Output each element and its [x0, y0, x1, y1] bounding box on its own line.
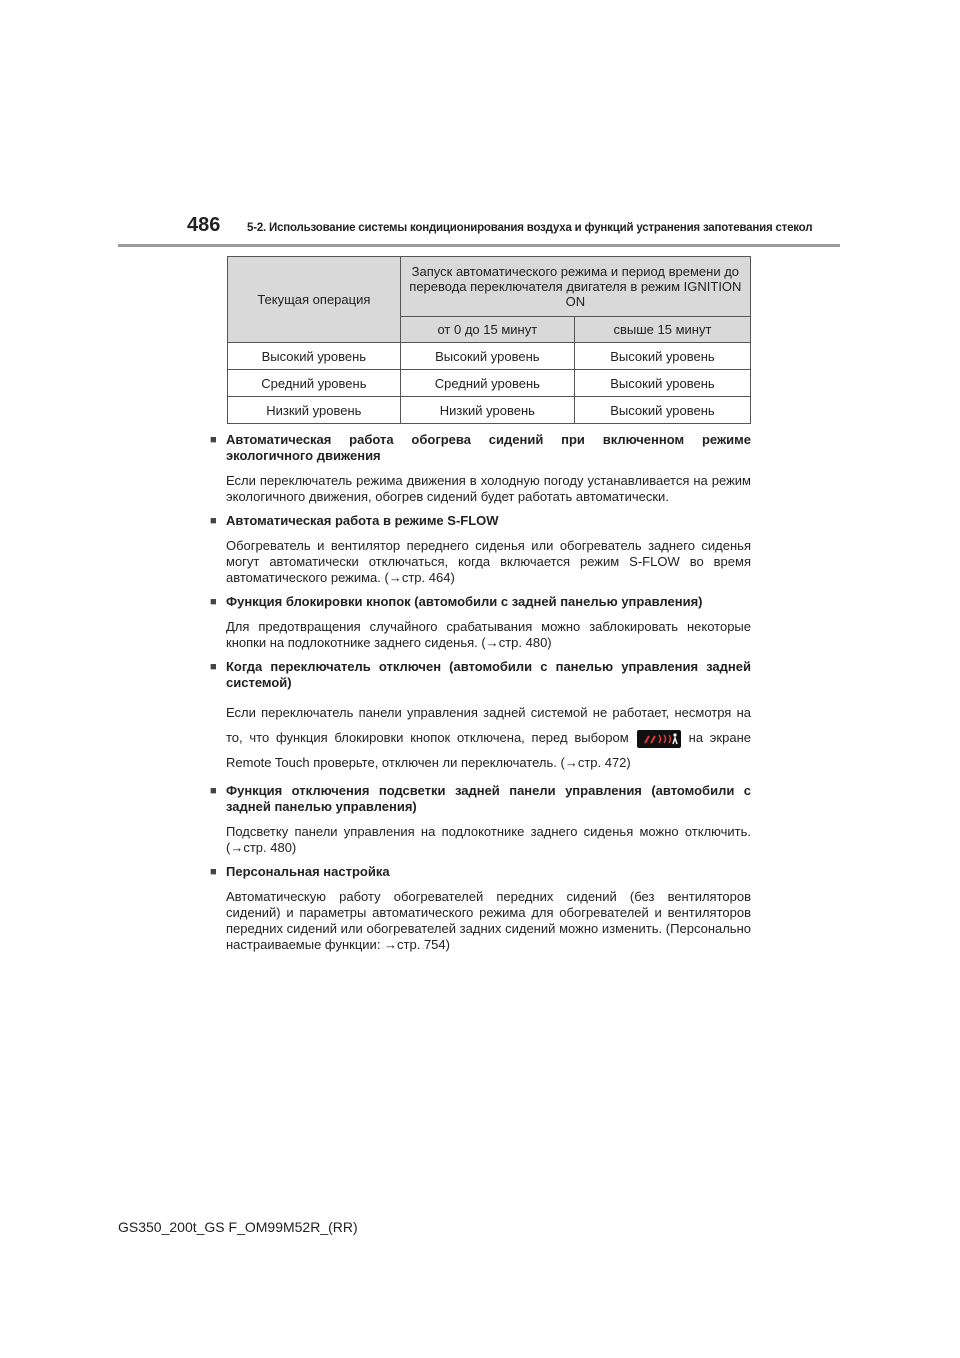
list-item — [210, 594, 751, 651]
list-item — [210, 783, 751, 856]
content-body — [210, 432, 751, 961]
square-bullet-icon: ■ — [210, 515, 217, 527]
square-bullet-icon: ■ — [210, 434, 217, 446]
document-code: GS350_200t_GS F_OM99M52R_(RR) — [118, 1219, 358, 1235]
item-heading: Когда переключатель отключен (автомобили с панелью управления задней системой) — [226, 659, 751, 690]
square-bullet-icon: ■ — [210, 785, 217, 797]
item-heading: Персональная настройка — [226, 864, 390, 879]
table-row — [228, 343, 751, 370]
table-header-over-15: свыше 15 минут — [574, 317, 750, 343]
item-body: Автоматическую работу обогревателей передних сидений (без вентиляторов сидений) и параметры автоматического режима для обогревателей и вентиляторов передних сидений или обогревателей задних сидений можно изменить. (Персонально настраиваемые функции: →стр. 754) — [226, 889, 751, 952]
item-body: Если переключатель панели управления задней системой не работает, несмотря на то, что функция блокировки кнопок отключена, перед выбором на экране Remote Touch проверьте, отключен ли переключатель. (→стр. 472) — [226, 705, 751, 770]
rear-seat-heater-icon — [637, 730, 681, 748]
table-header-group: Запуск автоматического режима и период времени до перевода переключателя двигателя в режим IGNITION ON — [400, 257, 750, 317]
table-cell: Средний уровень — [228, 370, 401, 397]
list-item — [210, 659, 751, 775]
list-item — [210, 864, 751, 953]
table-cell: Низкий уровень — [228, 397, 401, 424]
square-bullet-icon: ■ — [210, 866, 217, 878]
table-header-current-operation: Текущая операция — [228, 257, 401, 343]
item-body: Для предотвращения случайного срабатывания можно заблокировать некоторые кнопки на подлокотнике заднего сиденья. (→стр. 480) — [226, 619, 751, 650]
item-heading: Автоматическая работа обогрева сидений при включенном режиме экологичного движения — [226, 432, 751, 463]
square-bullet-icon: ■ — [210, 661, 217, 673]
list-item — [210, 432, 751, 505]
table-cell: Высокий уровень — [574, 397, 750, 424]
table-cell: Высокий уровень — [574, 370, 750, 397]
list-item — [210, 513, 751, 586]
header-divider — [118, 244, 840, 247]
item-body: Если переключатель режима движения в холодную погоду устанавливается на режим экологичного движения, обогрев сидений будет работать автоматически. — [226, 473, 751, 504]
page-number: 486 — [187, 214, 221, 236]
table-row — [228, 370, 751, 397]
table-header-0-15: от 0 до 15 минут — [400, 317, 574, 343]
item-body: Подсветку панели управления на подлокотнике заднего сиденья можно отключить. (→стр. 480) — [226, 824, 751, 855]
table-cell: Низкий уровень — [400, 397, 574, 424]
item-heading: Функция отключения подсветки задней панели управления (автомобили с задней панелью управления) — [226, 783, 751, 814]
table-cell: Высокий уровень — [400, 343, 574, 370]
table-cell: Высокий уровень — [228, 343, 401, 370]
table-row — [228, 397, 751, 424]
item-body: Обогреватель и вентилятор переднего сиденья или обогреватель заднего сиденья могут автоматически отключаться, когда включается режим S-FLOW во время автоматического режима. (→стр. 464) — [226, 538, 751, 585]
section-title: 5-2. Использование системы кондиционирования воздуха и функций устранения запотевания стекол — [247, 222, 813, 234]
item-heading: Автоматическая работа в режиме S-FLOW — [226, 513, 499, 528]
operation-table — [227, 256, 751, 424]
table-cell: Высокий уровень — [574, 343, 750, 370]
square-bullet-icon: ■ — [210, 596, 217, 608]
table-cell: Средний уровень — [400, 370, 574, 397]
item-heading: Функция блокировки кнопок (автомобили с задней панелью управления) — [226, 594, 703, 609]
